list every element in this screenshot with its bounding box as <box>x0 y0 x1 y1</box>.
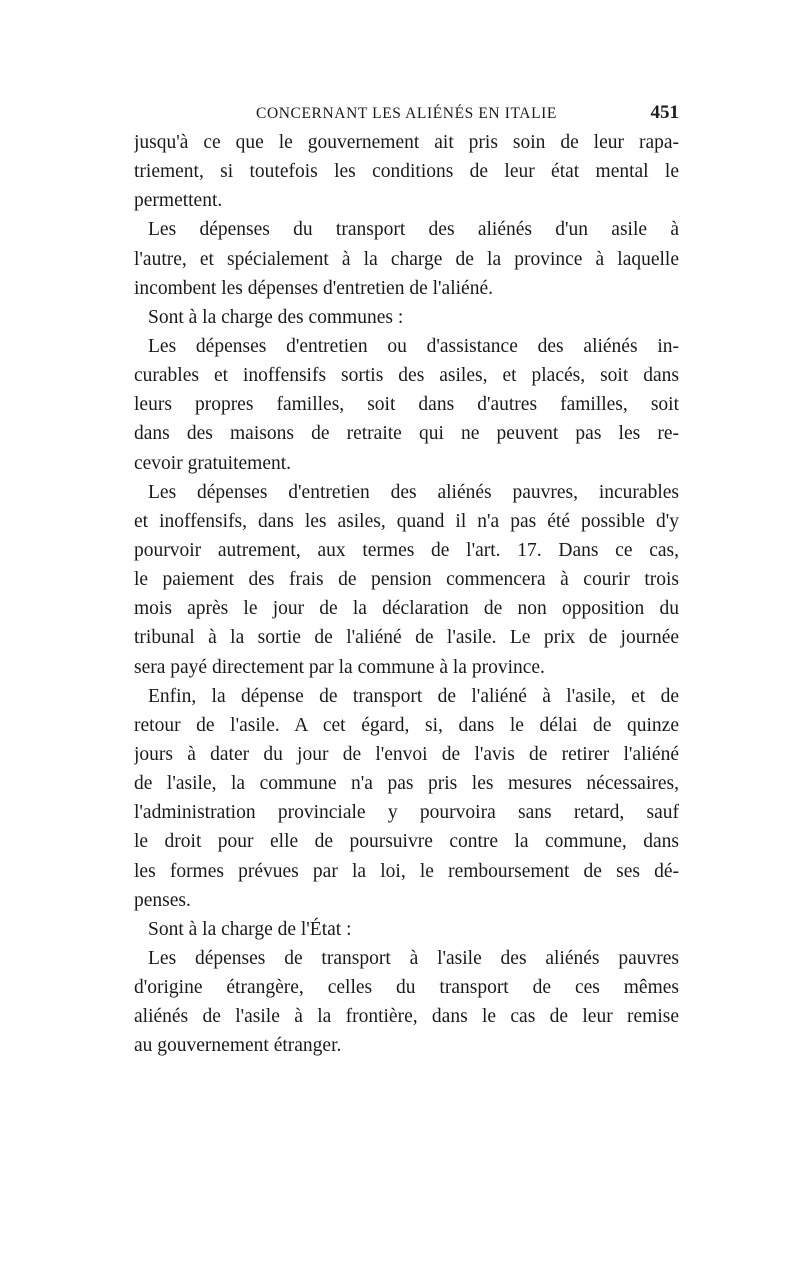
text-line: Les dépenses d'entretien des aliénés pauvres, incurables <box>148 481 679 503</box>
text-line: tribunal à la sortie de l'aliéné de l'asile. Le prix de journée <box>134 627 679 649</box>
text-line: Les dépenses d'entretien ou d'assistance des aliénés in- <box>148 335 679 357</box>
text-line: permettent. <box>134 190 223 212</box>
text-line: sera payé directement par la commune à la province. <box>134 656 545 678</box>
text-line: Sont à la charge de l'État : <box>148 918 352 940</box>
page-number: 451 <box>650 102 679 123</box>
text-line: triement, si toutefois les conditions de leur état mental le <box>134 161 679 183</box>
text-line: au gouvernement étranger. <box>134 1035 342 1057</box>
text-line: penses. <box>134 889 191 911</box>
text-line: jusqu'à ce que le gouvernement ait pris soin de leur rapa- <box>134 132 679 153</box>
text-line: l'administration provinciale y pourvoira sans retard, sauf <box>134 802 679 824</box>
text-line: les formes prévues par la loi, le remboursement de ses dé- <box>134 860 679 882</box>
text-line: le droit pour elle de poursuivre contre la commune, dans <box>134 831 679 853</box>
body-text <box>134 128 679 1061</box>
text-line: le paiement des frais de pension commencera à courir trois <box>134 569 679 591</box>
text-line: retour de l'asile. A cet égard, si, dans le délai de quinze <box>134 714 679 736</box>
text-line: d'origine étrangère, celles du transport de ces mêmes <box>134 977 679 999</box>
text-line: incombent les dépenses d'entretien de l'aliéné. <box>134 277 493 299</box>
text-line: pourvoir autrement, aux termes de l'art. 17. Dans ce cas, <box>134 539 679 561</box>
text-line: mois après le jour de la déclaration de non opposition du <box>134 598 679 620</box>
text-line: Sont à la charge des communes : <box>148 306 404 328</box>
text-line: jours à dater du jour de l'envoi de l'avis de retirer l'aliéné <box>134 743 679 765</box>
text-line: aliénés de l'asile à la frontière, dans le cas de leur remise <box>134 1006 679 1028</box>
text-line: Les dépenses de transport à l'asile des aliénés pauvres <box>148 947 679 969</box>
text-line: cevoir gratuitement. <box>134 452 292 474</box>
text-line: et inoffensifs, dans les asiles, quand il n'a pas été possible d'y <box>134 510 679 532</box>
text-line: leurs propres familles, soit dans d'autres familles, soit <box>134 394 679 416</box>
text-line: de l'asile, la commune n'a pas pris les mesures nécessaires, <box>134 773 679 795</box>
running-title: CONCERNANT LES ALIÉNÉS EN ITALIE <box>256 105 557 122</box>
running-head <box>134 102 679 126</box>
text-line: curables et inoffensifs sortis des asiles, et placés, soit dans <box>134 365 679 387</box>
text-line: l'autre, et spécialement à la charge de la province à laquelle <box>134 248 679 270</box>
text-line: Enfin, la dépense de transport de l'aliéné à l'asile, et de <box>148 685 679 707</box>
text-line: Les dépenses du transport des aliénés d'un asile à <box>148 219 679 241</box>
text-line: dans des maisons de retraite qui ne peuvent pas les re- <box>134 423 679 445</box>
